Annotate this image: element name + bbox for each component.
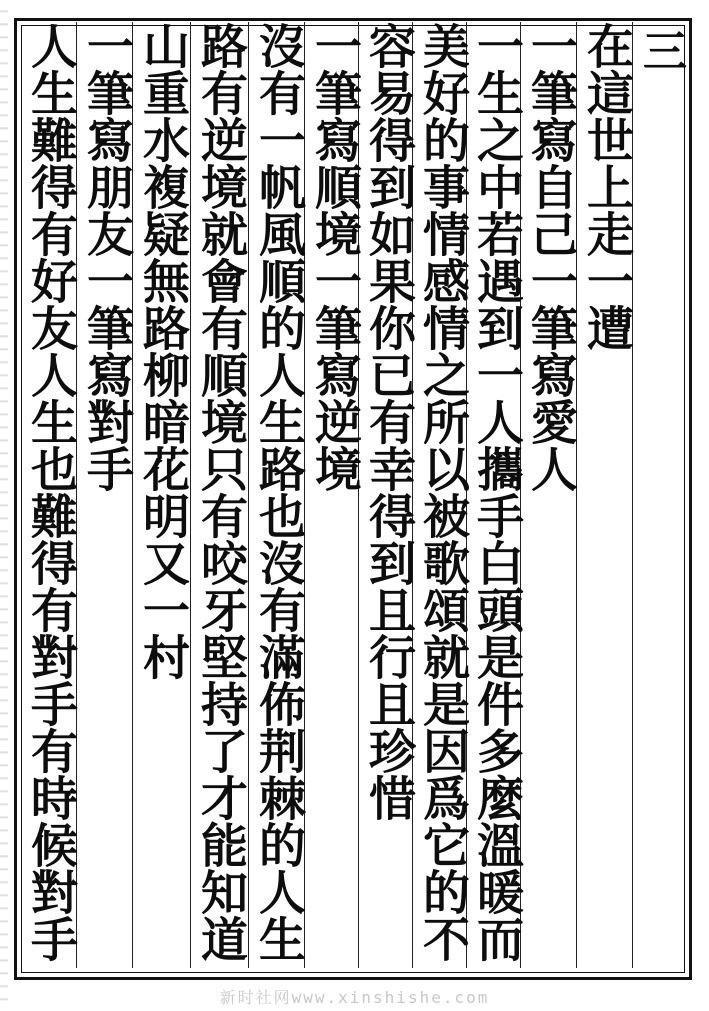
text-column-9: 山重水複疑無路柳暗花明又一村 bbox=[135, 22, 190, 680]
page-number: 三 bbox=[635, 28, 686, 72]
text-column-11: 人生難得有好友人生也難得有對手有時候對手 bbox=[23, 22, 78, 962]
text-column-4: 美好的事情感情之所以被歌頌就是因爲它的不 bbox=[415, 22, 470, 962]
page-edge bbox=[0, 0, 8, 1011]
text-column-3: 一生之中若遇到一人攜手白頭是件多麼溫暖而 bbox=[469, 22, 524, 962]
column-rule bbox=[190, 22, 191, 968]
text-column-8: 路有逆境就會有順境只有咬牙堅持了才能知道 bbox=[193, 22, 248, 962]
column-rule bbox=[248, 22, 249, 968]
text-column-2: 一筆寫自己一筆寫愛人 bbox=[523, 22, 578, 492]
text-column-1: 在這世上走一遭 bbox=[579, 22, 634, 351]
text-column-5: 容易得到如果你已有幸得到且行且珍惜 bbox=[361, 22, 416, 821]
text-column-10: 一筆寫朋友一筆寫對手 bbox=[79, 22, 134, 492]
text-column-6: 一筆寫順境一筆寫逆境 bbox=[307, 22, 362, 492]
watermark: 新时社网www.xinshishe.com bbox=[219, 988, 490, 1007]
text-column-7: 沒有一帆風順的人生路也沒有滿佈荆棘的人生 bbox=[251, 22, 306, 962]
